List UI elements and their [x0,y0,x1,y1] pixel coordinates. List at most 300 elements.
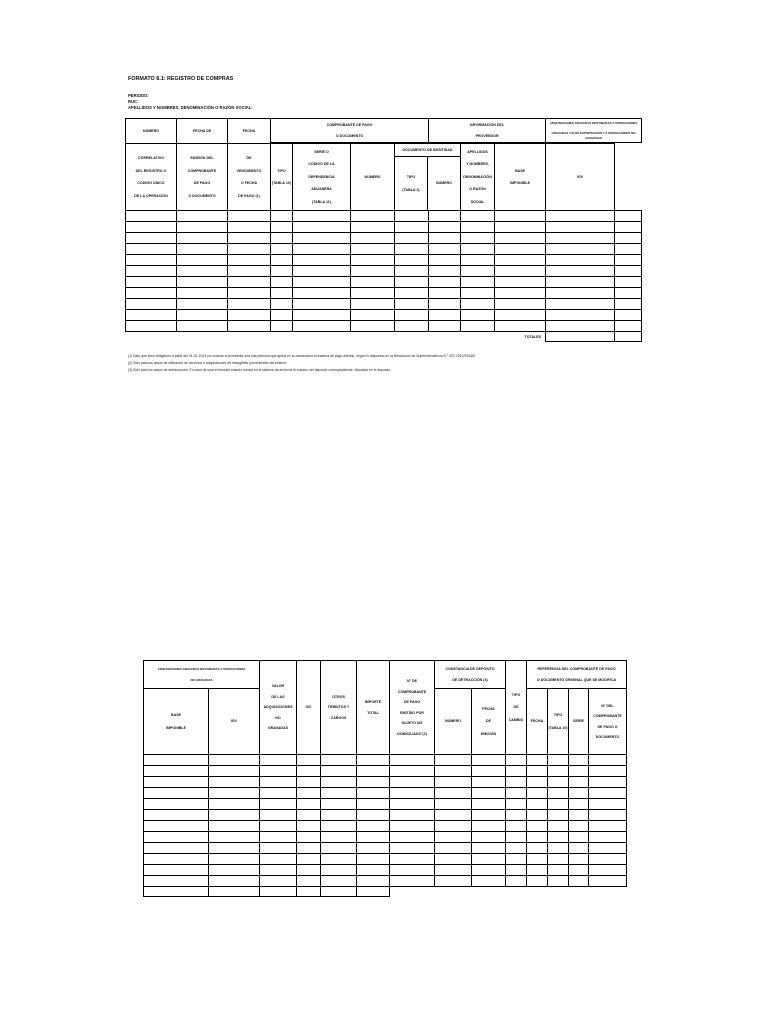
table-cell [390,843,435,854]
table-cell [357,843,390,854]
table-cell [321,766,357,777]
table-cell [271,310,293,321]
table-cell [615,310,642,321]
table-cell [472,876,506,887]
header-serie: SERIE O CÓDIGO DE LA DEPENDENCIA ADUANERA (TABLA 11) [293,144,351,211]
table-cell [177,244,228,255]
table-cell [395,277,429,288]
table-cell [357,821,390,832]
table-cell [435,810,472,821]
table-cell [461,277,495,288]
table-cell [589,854,627,865]
registro-compras-table-2 [143,660,627,897]
table-cell [615,277,642,288]
table-cell [271,266,293,277]
table-cell [321,832,357,843]
table-cell [177,321,228,332]
table-cell [472,854,506,865]
table-cell [395,299,429,310]
table-cell [297,810,321,821]
table-cell [260,788,297,799]
table-cell [297,799,321,810]
table-cell [321,854,357,865]
razon-social-label: APELLIDOS Y NOMBRES, DENOMINACIÓN O RAZÓN SOCIAL: [128,105,253,110]
table-cell [357,766,390,777]
table-cell [126,310,177,321]
table-cell [546,211,615,222]
table-cell [260,777,297,788]
header-base-imponible-2: BASE IMPONIBLE [144,689,209,755]
table-cell [293,222,351,233]
table-cell [589,810,627,821]
table-row [144,832,627,843]
table-cell [209,766,260,777]
table-cell [527,755,548,766]
table-cell [228,277,271,288]
table-1-body [126,211,642,332]
table-cell [548,766,569,777]
table-cell [271,277,293,288]
table-cell [495,321,546,332]
table-cell [495,310,546,321]
total-valor-no-gravadas [260,887,297,897]
table-cell [461,222,495,233]
table-cell [293,310,351,321]
table-cell [506,843,527,854]
table-cell [321,788,357,799]
table-cell [390,799,435,810]
table-cell [390,821,435,832]
table-cell [321,777,357,788]
table-cell [260,865,297,876]
table-cell [351,244,395,255]
table-cell [260,799,297,810]
table-cell [271,244,293,255]
table-cell [177,277,228,288]
header-serie-ref: SERIE [569,689,589,755]
table-cell [357,799,390,810]
table-cell [461,310,495,321]
table-cell [293,211,351,222]
table-cell [321,799,357,810]
table-cell [297,788,321,799]
table-cell [390,766,435,777]
table-cell [144,832,209,843]
table-cell [351,288,395,299]
table-cell [357,876,390,887]
header-tipo-doc: TIPO (TABLA 2) [395,157,428,210]
header-nro-comp-ref: N° DEL COMPROBANTE DE PAGO O DOCUMENTO [589,689,627,755]
table-cell [390,865,435,876]
table-cell [144,788,209,799]
table-cell [548,810,569,821]
table-cell [293,266,351,277]
table-cell [589,843,627,854]
table-cell [209,832,260,843]
table-cell [293,233,351,244]
table-cell [297,832,321,843]
table-cell [527,810,548,821]
table-cell [144,821,209,832]
table-cell [271,233,293,244]
table-cell [615,288,642,299]
table-cell [260,755,297,766]
table-row [144,755,627,766]
table-row [144,843,627,854]
table-cell [351,266,395,277]
table-cell [390,876,435,887]
table-cell [527,854,548,865]
table-cell [260,766,297,777]
table-cell [569,788,589,799]
table-row [126,222,642,233]
table-cell [395,310,429,321]
table-cell [144,843,209,854]
table-cell [321,810,357,821]
table-cell [321,876,357,887]
table-cell [177,222,228,233]
table-cell [126,299,177,310]
header-fecha-ref: FECHA [527,689,548,755]
table-cell [228,233,271,244]
header-apellidos: APELLIDOS Y NOMBRES, DENOMINACIÓN O RAZÓN SOCIAL [461,144,495,211]
table-cell [615,244,642,255]
total-base-imponible-2 [144,887,209,897]
table-cell [351,277,395,288]
table-cell [495,299,546,310]
header-numero-correlativo-cont: CORRELATIVO DEL REGISTRO O CÓDIGO ÚNICO DE LA OPERACIÓN [126,144,177,211]
table-cell [461,266,495,277]
total-base-imponible [546,332,615,342]
table-row [126,244,642,255]
table-row [144,799,627,810]
table-cell [260,832,297,843]
table-cell [390,832,435,843]
table-cell [395,233,429,244]
table-cell [506,810,527,821]
table-cell [472,755,506,766]
table-cell [126,288,177,299]
header-adq-no-gravadas: ADQUISICIONES GRAVADAS DESTINADAS A OPERACIONES NO GRAVADAS [144,661,260,689]
table-cell [461,288,495,299]
table-cell [126,211,177,222]
table-cell [209,854,260,865]
table-cell [429,266,461,277]
table-cell [126,233,177,244]
table-cell [228,288,271,299]
table-cell [209,799,260,810]
table-cell [144,854,209,865]
table-row [144,766,627,777]
table-cell [429,277,461,288]
table-cell [589,766,627,777]
table-cell [569,766,589,777]
table-cell [177,233,228,244]
table-cell [506,876,527,887]
table-cell [615,222,642,233]
table-cell [429,288,461,299]
header-importe-total: IMPORTE TOTAL [357,661,390,755]
table-cell [527,777,548,788]
table-cell [461,255,495,266]
table-cell [126,255,177,266]
table-cell [615,321,642,332]
table-row [144,788,627,799]
table-cell [209,777,260,788]
table-cell [321,821,357,832]
table-cell [390,854,435,865]
table-cell [506,788,527,799]
table-row [126,266,642,277]
table-cell [435,854,472,865]
table-cell [495,277,546,288]
table-cell [429,299,461,310]
table-cell [390,755,435,766]
table-cell [615,255,642,266]
table-cell [357,777,390,788]
table-cell [321,843,357,854]
table-cell [429,310,461,321]
table-cell [589,755,627,766]
table-cell [228,211,271,222]
table-row [126,233,642,244]
total-isc [297,887,321,897]
table-cell [293,321,351,332]
table-cell [495,222,546,233]
table-cell [395,222,429,233]
table-cell [589,832,627,843]
table-cell [177,266,228,277]
table-cell [527,832,548,843]
table-cell [435,788,472,799]
table-cell [506,821,527,832]
table-cell [351,310,395,321]
table-cell [615,266,642,277]
table-cell [260,843,297,854]
table-row [126,277,642,288]
table-cell [357,854,390,865]
table-row [144,810,627,821]
table-cell [357,865,390,876]
table-cell [569,865,589,876]
table-cell [144,766,209,777]
table-cell [527,865,548,876]
table-cell [472,777,506,788]
table-cell [461,244,495,255]
table-cell [527,821,548,832]
table-cell [546,255,615,266]
total-igv-2 [209,887,260,897]
registro-compras-table-1 [125,118,642,342]
header-numero-comprobante: NÚMERO [351,144,395,211]
table-cell [429,222,461,233]
table-cell [357,810,390,821]
table-cell [435,843,472,854]
table-cell [390,810,435,821]
table-cell [546,299,615,310]
table-cell [435,832,472,843]
table-cell [228,222,271,233]
table-cell [506,832,527,843]
table-cell [569,777,589,788]
table-cell [506,777,527,788]
table-cell [435,799,472,810]
table-cell [472,810,506,821]
footnote-1: (1) Dato que será obligatorio a partir del 01-01-2013 y/o cuando el proveedor sea una persona que aplica en su facturación el sistema de pago diferido, según lo dispuesto en la Resolución de Superintendencia N.° 297-2012/SUNAT. [128,354,477,358]
table-cell [297,843,321,854]
table-cell [297,854,321,865]
total-otros-tributos [321,887,357,897]
table-cell [228,255,271,266]
table-cell [569,821,589,832]
table-cell [589,788,627,799]
header-documento-identidad: DOCUMENTO DE IDENTIDAD TIPO (TABLA 2) NÚMERO [395,144,461,211]
header-fecha-emision: FECHA DE [177,119,228,144]
header-tipo-comprobante: TIPO (TABLA 10) [271,144,293,211]
header-fecha-vencimiento: FECHA [228,119,271,144]
header-informacion-proveedor: INFORMACIÓN DEL PROVEEDOR [429,119,546,143]
table-cell [546,233,615,244]
table-cell [351,255,395,266]
table-cell [260,821,297,832]
header-referencia-comprobante: REFERENCIA DEL COMPROBANTE DE PAGO O DOCUMENTO ORIGINAL QUE SE MODIFICA [527,661,627,689]
table-cell [209,843,260,854]
table-cell [472,832,506,843]
ruc-label: RUC: [128,99,139,104]
table-cell [435,821,472,832]
header-igv: IGV [546,144,615,211]
table-cell [293,277,351,288]
table-cell [569,843,589,854]
header-valor-adq-no-gravadas: VALOR DE LAS ADQUISICIONES NO GRAVADAS [260,661,297,755]
table-cell [144,755,209,766]
table-cell [569,876,589,887]
table-cell [472,788,506,799]
table-cell [228,310,271,321]
table-cell [495,211,546,222]
footnote-2: (2) Sólo para los casos de utilización de servicios o adquisiciones de intangibles provenientes del exterior. [128,361,288,365]
header-numero-correlativo: NÚMERO [126,119,177,144]
table-cell [177,310,228,321]
table-cell [390,777,435,788]
table-cell [506,854,527,865]
table-cell [569,799,589,810]
table-cell [527,799,548,810]
table-cell [395,266,429,277]
table-cell [297,865,321,876]
table-row [144,821,627,832]
table-cell [429,244,461,255]
table-cell [228,321,271,332]
table-cell [548,865,569,876]
table-cell [126,277,177,288]
table-cell [589,799,627,810]
table-cell [177,211,228,222]
table-cell [548,854,569,865]
table-cell [271,299,293,310]
table-cell [435,777,472,788]
table-cell [506,865,527,876]
table-cell [472,821,506,832]
table-cell [297,755,321,766]
table-cell [472,865,506,876]
table-cell [495,244,546,255]
table-cell [461,211,495,222]
table-cell [395,244,429,255]
table-cell [429,321,461,332]
table-cell [209,755,260,766]
table-cell [144,876,209,887]
periodo-label: PERIODO: [128,93,149,98]
table-cell [177,299,228,310]
table-cell [351,211,395,222]
header-base-imponible: BASE IMPONIBLE [495,144,546,211]
table-2-body [144,755,627,887]
table-cell [548,843,569,854]
table-cell [293,299,351,310]
table-cell [527,876,548,887]
footnote-3: (3) Sólo para los casos de detracciones. En caso de usar el formato cuando conste en el sistema de archivos el número del depósito correspondiente, ubicados en el depósito. [128,368,392,372]
table-cell [461,299,495,310]
header-comprobante-pago: COMPROBANTE DE PAGO O DOCUMENTO [271,119,429,143]
table-cell [297,821,321,832]
table-cell [351,299,395,310]
table-cell [293,255,351,266]
table-cell [527,843,548,854]
table-cell [589,876,627,887]
table-cell [260,810,297,821]
table-cell [589,821,627,832]
table-cell [495,233,546,244]
table-cell [546,310,615,321]
table-cell [357,832,390,843]
table-cell [209,865,260,876]
table-cell [260,854,297,865]
table-cell [390,788,435,799]
header-fecha-emision-cont: EMISIÓN DEL COMPROBANTE DE PAGO O DOCUMENTO [177,144,228,211]
table-cell [126,222,177,233]
table-cell [546,288,615,299]
header-numero-constancia: NÚMERO [435,689,472,755]
header-tipo-cambio: TIPO DE CAMBIO [506,661,527,755]
table-cell [228,244,271,255]
table-cell [435,766,472,777]
table-cell [527,766,548,777]
table-cell [126,266,177,277]
table-cell [429,211,461,222]
table-cell [271,288,293,299]
table-cell [589,777,627,788]
table-cell [569,832,589,843]
table-cell [495,288,546,299]
table-cell [144,865,209,876]
table-cell [293,244,351,255]
table-cell [506,755,527,766]
table-cell [527,788,548,799]
table-cell [351,233,395,244]
table-cell [271,255,293,266]
table-cell [548,788,569,799]
page-title: FORMATO 8.1: REGISTRO DE COMPRAS [128,76,234,82]
table-cell [271,211,293,222]
table-cell [569,854,589,865]
totales-label: TOTALES [524,334,542,339]
table-cell [351,321,395,332]
table-row [126,255,642,266]
header-nro-comp-no-domiciliado: N° DE COMPROBANTE DE PAGO EMITIDO POR SUJETO NO DOMICILIADO (2) [390,661,435,755]
table-cell [126,321,177,332]
header-numero-id: NÚMERO [436,181,453,186]
